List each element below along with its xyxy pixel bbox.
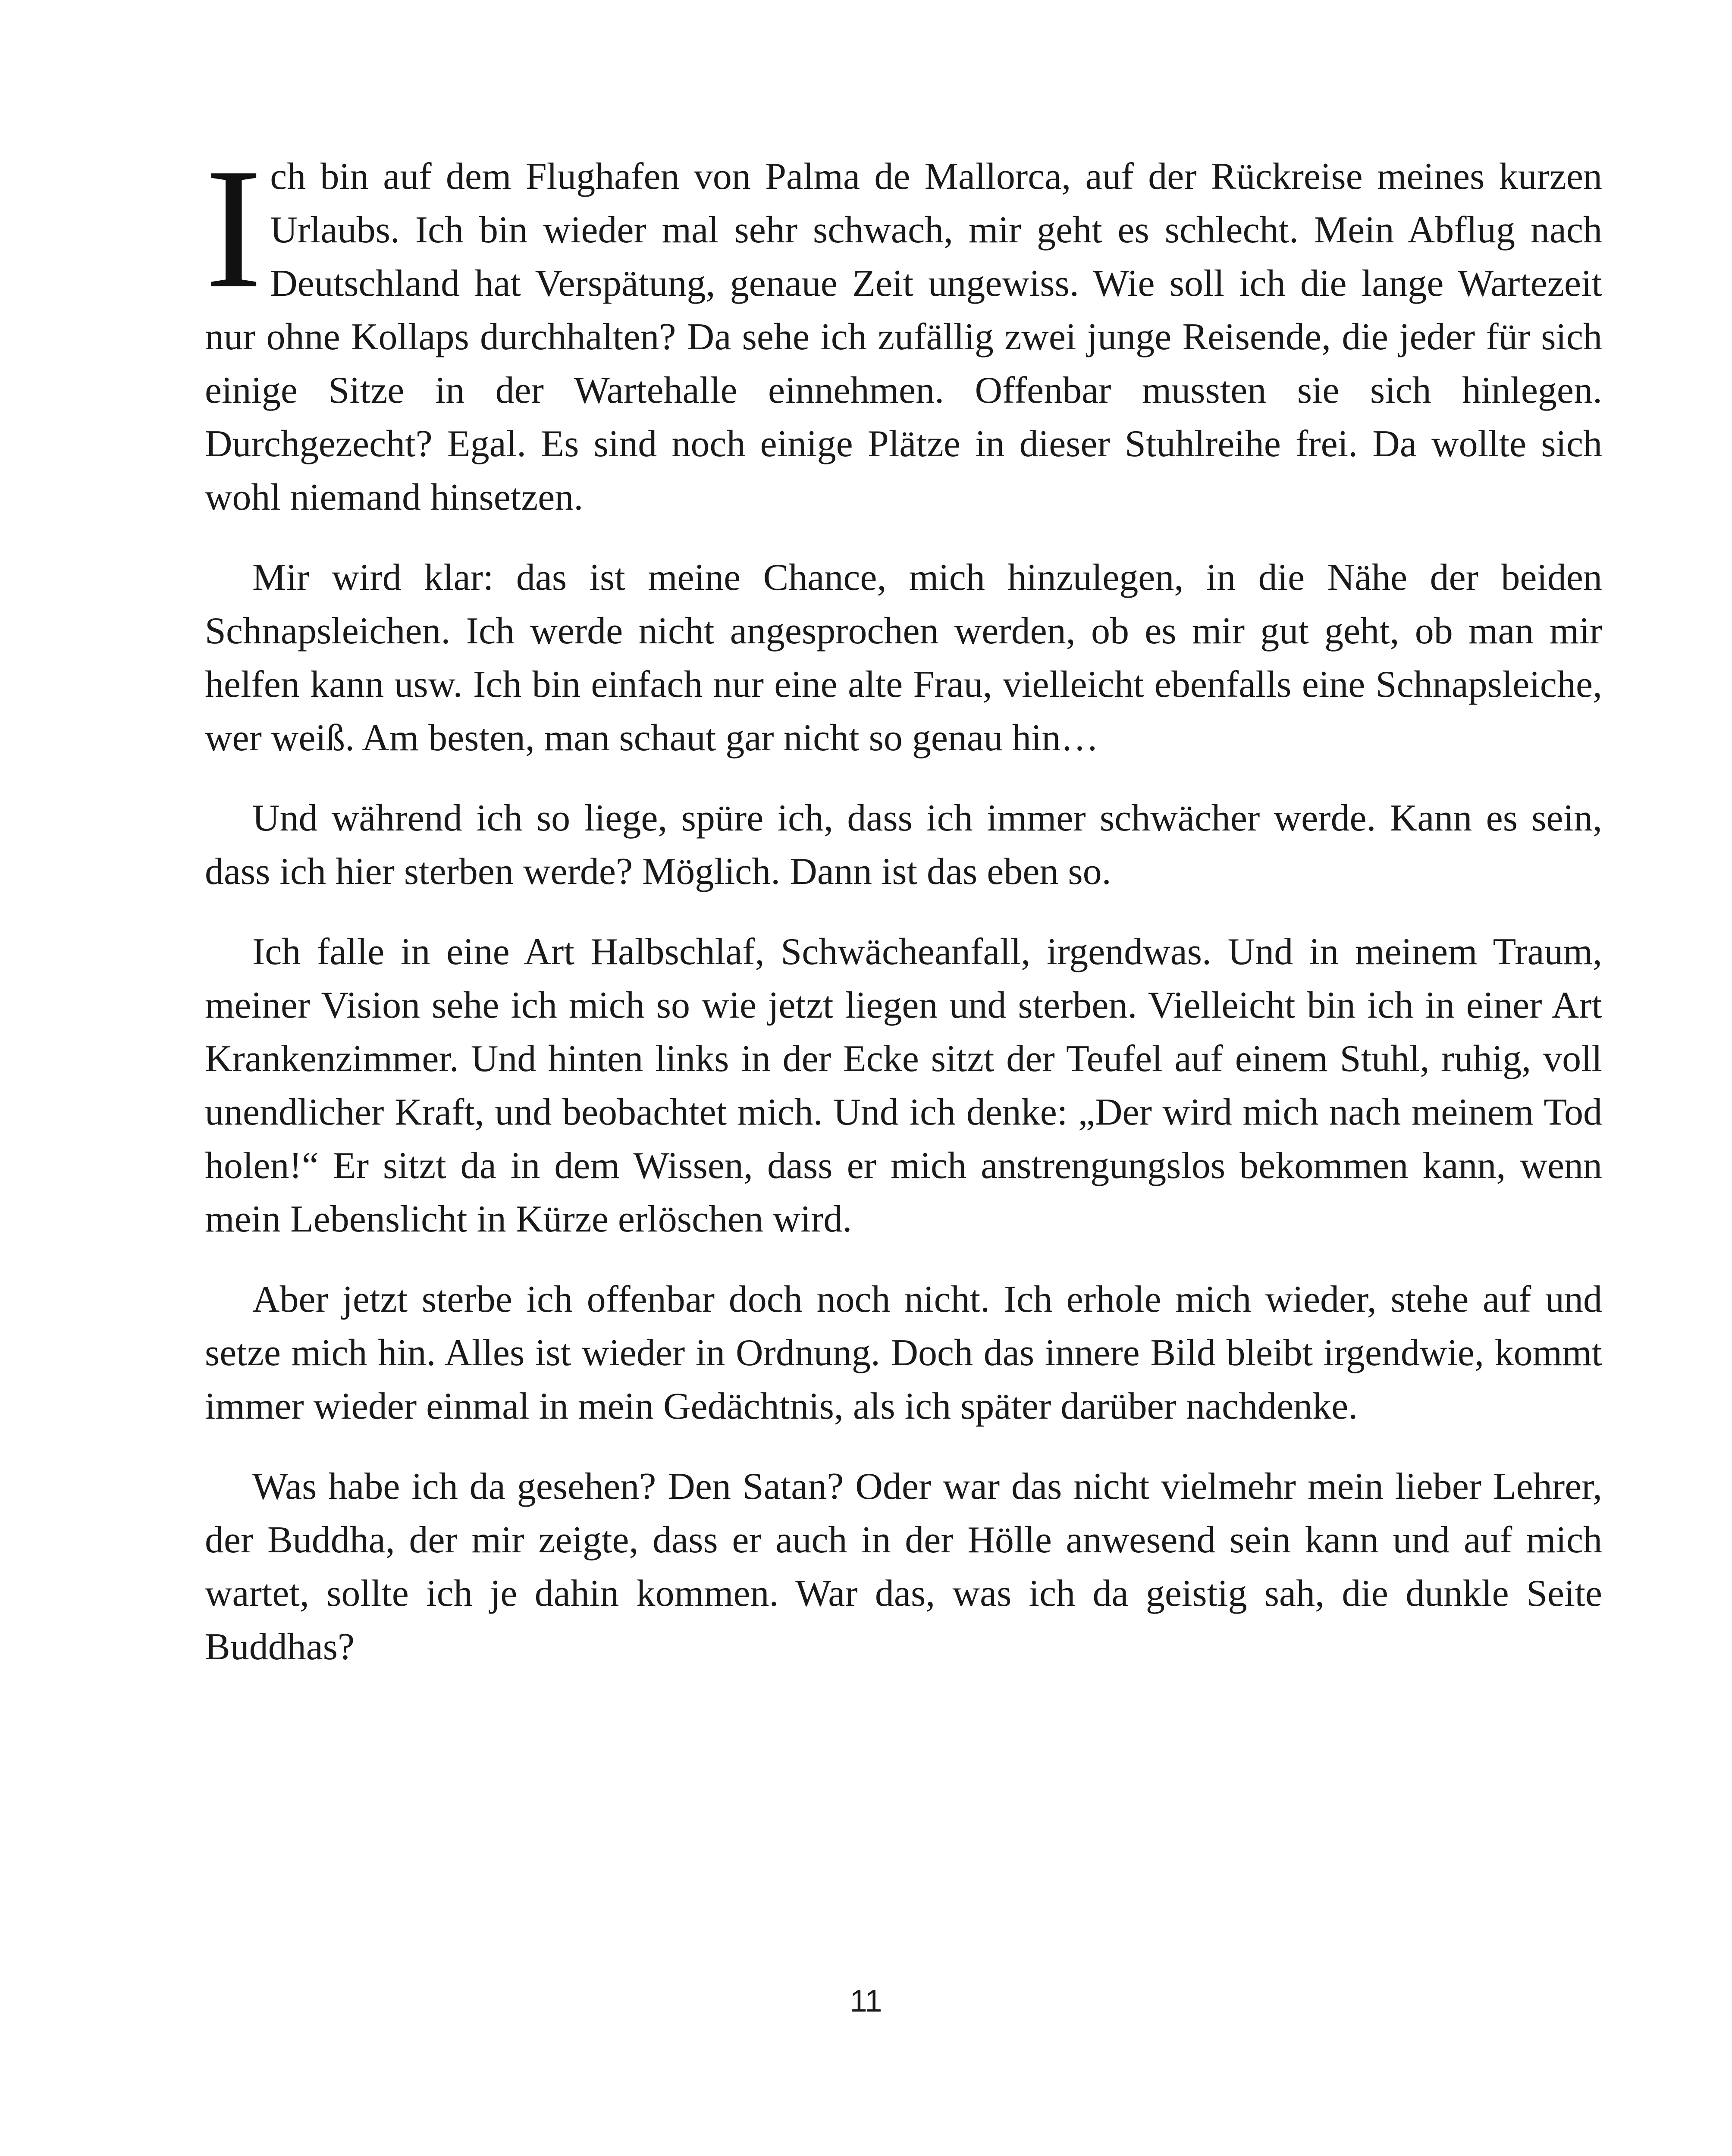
- paragraph-5: Aber jetzt sterbe ich offenbar doch noch nicht. Ich erhole mich wieder, stehe auf und setze mich hin. Alles ist wieder in Ordnung. Doch das innere Bild bleibt irgendwie, kommt immer wieder einmal in mein Gedächtnis, als ich später darüber nachdenke.: [205, 1279, 1602, 1427]
- drop-cap: I: [205, 133, 263, 324]
- page-number: 11: [850, 1984, 882, 2018]
- paragraph-3: Und während ich so liege, spüre ich, dass ich immer schwächer werde. Kann es sein, dass ich hier sterben werde? Möglich. Dann ist das eben so.: [205, 797, 1602, 893]
- paragraph-6: Was habe ich da gesehen? Den Satan? Oder war das nicht vielmehr mein lieber Lehrer, der Buddha, der mir zeigte, dass er auch in der Hölle anwesend sein kann und auf mich wartet, sollte ich je dahin kommen. War das, was ich da geistig sah, die dunkle Seite Buddhas?: [205, 1466, 1602, 1668]
- paragraph-2: Mir wird klar: das ist meine Chance, mich hinzulegen, in die Nähe der beiden Schnapsleichen. Ich werde nicht angesprochen werden, ob es mir gut geht, ob man mir helfen kann usw. Ich bin einfach nur eine alte Frau, vielleicht ebenfalls eine Schnapsleiche, wer weiß. Am besten, man schaut gar nicht so genau hin…: [205, 557, 1602, 759]
- body-text: [205, 133, 1602, 1701]
- paragraph-text: ch bin auf dem Flughafen von Palma de Mallorca, auf der Rückreise meines kurzen Urlaubs. Ich bin wieder mal sehr schwach, mir geht es schlecht. Mein Abflug nach Deutschland hat Verspätung, genaue Zeit ungewiss. Wie soll ich die lange Wartezeit nur ohne Kollaps durchhalten? Da sehe ich zufällig zwei junge Reisende, die jeder für sich einige Sitze in der Wartehalle einnehmen. Offenbar mussten sie sich hinlegen. Durchgezecht? Egal. Es sind noch einige Plätze in dieser Stuhlreihe frei. Da wollte sich wohl niemand hinsetzen.: [205, 156, 1602, 518]
- paragraph-1: [205, 133, 1602, 524]
- paragraph-4: Ich falle in eine Art Halbschlaf, Schwächeanfall, irgendwas. Und in meinem Traum, meiner Vision sehe ich mich so wie jetzt liegen und sterben. Vielleicht bin ich in einer Art Krankenzimmer. Und hinten links in der Ecke sitzt der Teufel auf einem Stuhl, ruhig, voll unendlicher Kraft, und beobachtet mich. Und ich denke: „Der wird mich nach meinem Tod holen!“ Er sitzt da in dem Wissen, dass er mich anstrengungslos bekommen kann, wenn mein Lebenslicht in Kürze erlöschen wird.: [205, 931, 1602, 1240]
